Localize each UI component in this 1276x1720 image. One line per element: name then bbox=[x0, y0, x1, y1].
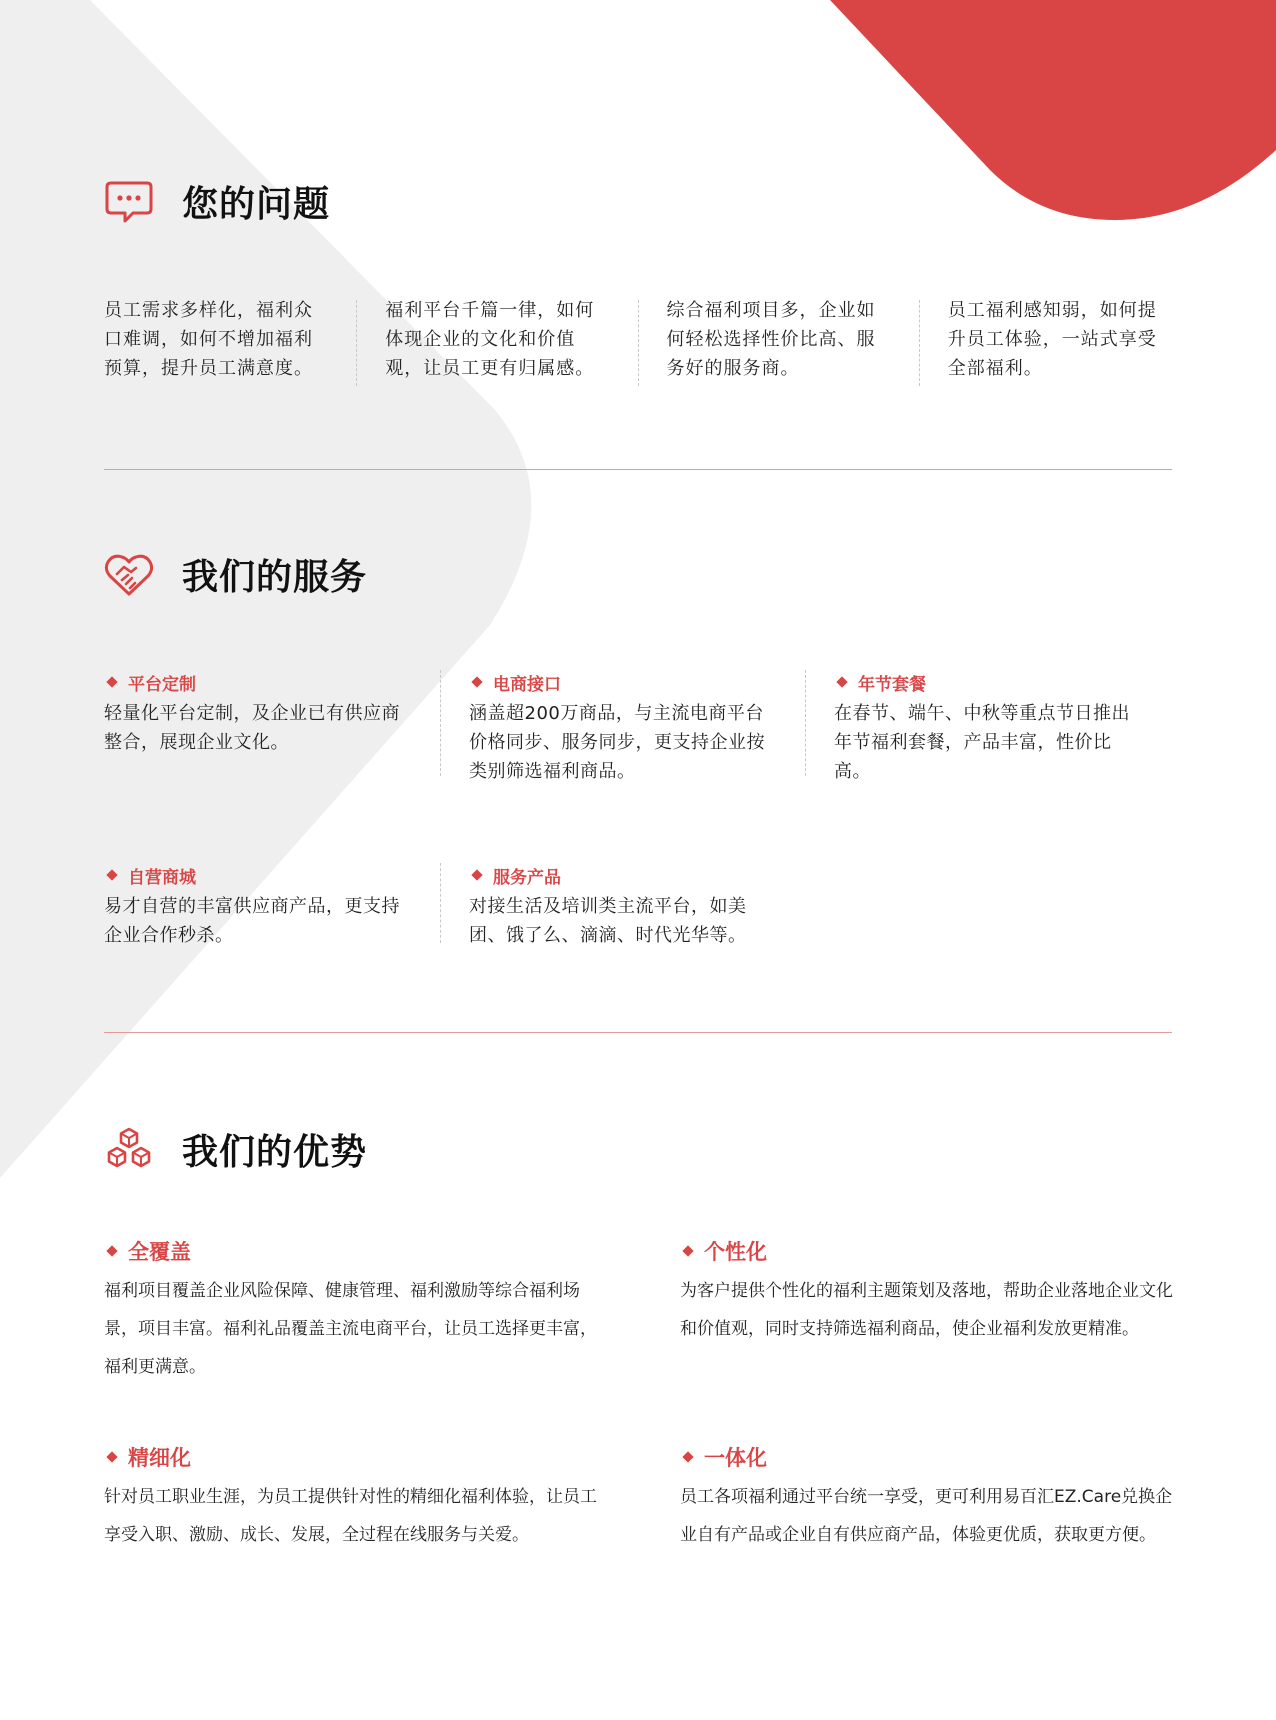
divider bbox=[638, 300, 639, 386]
diamond-bullet-icon bbox=[836, 676, 847, 687]
advantage-desc: 针对员工职业生涯，为员工提供针对性的精细化福利体验，让员工享受入职、激励、成长、发展，全过程在线服务与关爱。 bbox=[104, 1487, 597, 1545]
services-row-1 bbox=[104, 670, 1172, 786]
divider bbox=[356, 300, 357, 386]
advantage-item bbox=[104, 1236, 604, 1386]
service-title: 年节套餐 bbox=[858, 674, 926, 695]
diamond-bullet-icon bbox=[106, 1451, 117, 1462]
advantage-title: 个性化 bbox=[704, 1240, 767, 1264]
service-item bbox=[104, 863, 414, 950]
service-item bbox=[104, 670, 414, 786]
advantage-item bbox=[104, 1442, 604, 1554]
advantage-item bbox=[680, 1442, 1180, 1554]
problem-item: 员工需求多样化，福利众口难调，如何不增加福利预算，提升员工满意度。 bbox=[104, 300, 313, 379]
services-heading bbox=[104, 549, 367, 600]
heart-handshake-icon bbox=[104, 550, 154, 600]
divider bbox=[919, 300, 920, 386]
diamond-bullet-icon bbox=[106, 1245, 117, 1256]
problem-item: 员工福利感知弱，如何提升员工体验，一站式享受全部福利。 bbox=[947, 300, 1157, 379]
divider bbox=[440, 863, 441, 943]
problem-item: 福利平台千篇一律，如何体现企业的文化和价值观，让员工更有归属感。 bbox=[385, 300, 595, 379]
service-desc: 易才自营的丰富供应商产品，更支持企业合作秒杀。 bbox=[104, 896, 400, 946]
chat-bubble-icon bbox=[104, 177, 154, 227]
advantage-title: 一体化 bbox=[704, 1446, 767, 1470]
problem-item: 综合福利项目多，企业如何轻松选择性价比高、服务好的服务商。 bbox=[666, 300, 876, 379]
advantage-title: 精细化 bbox=[128, 1446, 191, 1470]
section-title: 我们的服务 bbox=[182, 557, 368, 598]
service-title: 电商接口 bbox=[493, 674, 561, 695]
problems-heading bbox=[104, 176, 330, 227]
diamond-bullet-icon bbox=[106, 676, 117, 687]
advantage-title: 全覆盖 bbox=[128, 1240, 191, 1264]
diamond-bullet-icon bbox=[471, 869, 482, 880]
service-desc: 涵盖超200万商品，与主流电商平台价格同步、服务同步，更支持企业按类别筛选福利商品。 bbox=[469, 703, 765, 782]
cubes-icon bbox=[104, 1125, 154, 1175]
section-divider bbox=[104, 469, 1172, 470]
problems-list bbox=[104, 296, 1172, 386]
advantage-desc: 员工各项福利通过平台统一享受，更可利用易百汇EZ.Care兑换企业自有产品或企业自有供应商产品，体验更优质，获取更方便。 bbox=[680, 1487, 1173, 1545]
service-title: 服务产品 bbox=[493, 867, 561, 888]
service-desc: 轻量化平台定制，及企业已有供应商整合，展现企业文化。 bbox=[104, 703, 400, 753]
service-title: 自营商城 bbox=[128, 867, 196, 888]
advantage-item bbox=[680, 1236, 1180, 1348]
advantage-desc: 为客户提供个性化的福利主题策划及落地，帮助企业落地企业文化和价值观，同时支持筛选福利商品，使企业福利发放更精准。 bbox=[680, 1281, 1173, 1339]
diamond-bullet-icon bbox=[682, 1451, 693, 1462]
advantage-desc: 福利项目覆盖企业风险保障、健康管理、福利激励等综合福利场景，项目丰富。福利礼品覆盖主流电商平台，让员工选择更丰富，福利更满意。 bbox=[104, 1281, 597, 1377]
service-desc: 在春节、端午、中秋等重点节日推出年节福利套餐，产品丰富，性价比高。 bbox=[834, 703, 1130, 782]
divider bbox=[440, 670, 441, 776]
section-title: 我们的优势 bbox=[182, 1132, 368, 1173]
service-title: 平台定制 bbox=[128, 674, 196, 695]
service-item bbox=[469, 670, 779, 786]
service-desc: 对接生活及培训类主流平台，如美团、饿了么、滴滴、时代光华等。 bbox=[469, 896, 747, 946]
section-divider bbox=[104, 1032, 1172, 1033]
service-item bbox=[469, 863, 779, 950]
advantages-heading bbox=[104, 1124, 367, 1175]
service-item bbox=[834, 670, 1144, 786]
divider bbox=[805, 670, 806, 776]
diamond-bullet-icon bbox=[682, 1245, 693, 1256]
services-row-2 bbox=[104, 863, 1172, 950]
section-title: 您的问题 bbox=[182, 184, 331, 225]
diamond-bullet-icon bbox=[471, 676, 482, 687]
diamond-bullet-icon bbox=[106, 869, 117, 880]
